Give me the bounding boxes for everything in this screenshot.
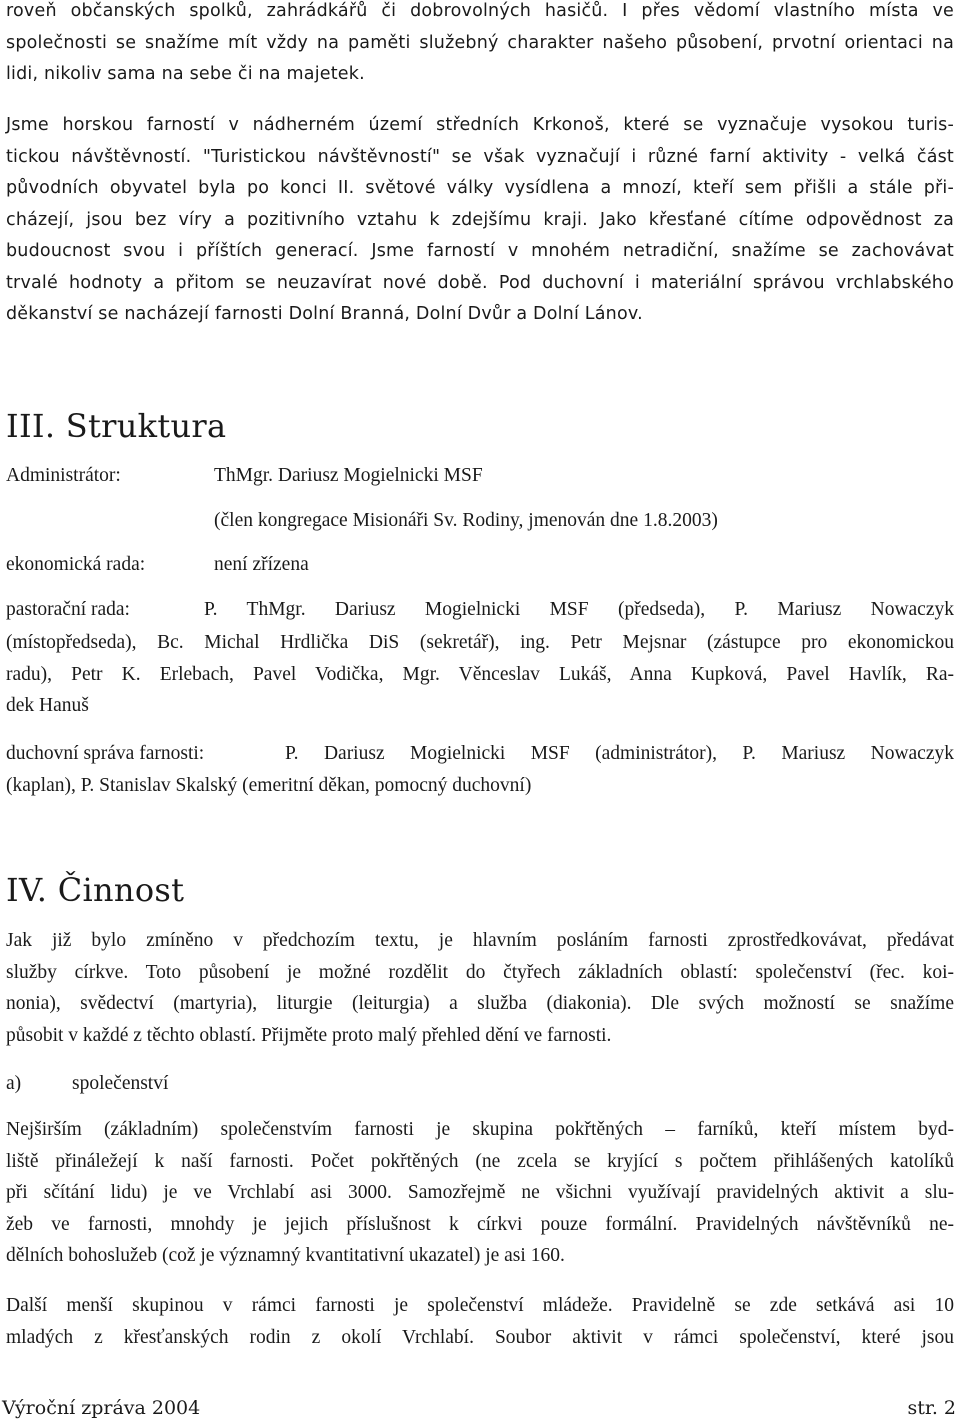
text-line: služby církve. Toto působení je možné rozdělit do čtyřech základních oblastí: společenství (řec. koi- [6, 961, 954, 983]
text-line: trvalé hodnoty a přitom se neuzavírat nové době. Pod duchovní i materiální správou vrchlabského [6, 272, 954, 293]
text-line: lidi, nikoliv sama na sebe či na majetek. [6, 64, 365, 84]
subsection-a-title: společenství [72, 1073, 169, 1094]
admin-value: ThMgr. Dariusz Mogielnicki MSF [214, 465, 483, 486]
pastoral-council-members [6, 627, 954, 722]
text-line: roveň občanských spolků, zahrádkářů či dobrovolných hasičů. I přes vědomí vlastního místa ve [6, 1, 954, 21]
activity-paragraph-2 [6, 1114, 954, 1272]
text-line: děkanství se nacházejí farnosti Dolní Branná, Dolní Dvůr a Dolní Lánov. [6, 304, 643, 324]
text-line: Nejširším (základním) společenstvím farnosti je skupina pokřtěných – farníků, kteří místem byd- [6, 1119, 954, 1140]
text-line: při sčítání lidu) je ve Vrchlabí asi 3000. Samozřejmě ne všichni využívají pravidelných aktivit a slu- [6, 1182, 954, 1203]
section-heading-cinnost: IV. Činnost [6, 871, 185, 909]
activity-paragraph-3 [6, 1290, 954, 1353]
footer-title: Výroční zpráva 2004 [2, 1397, 201, 1419]
pastoral-council-line-1 [204, 594, 954, 626]
text-line: cházejí, jsou bez víry a pozitivního vztahu k zdejšímu kraji. Jako křesťané cítíme odpovědnost za [6, 209, 954, 230]
footer-page-number: str. 2 [907, 1397, 956, 1419]
text-line: radu), Petr K. Erlebach, Pavel Vodička, Mgr. Věnceslav Lukáš, Anna Kupková, Pavel Havlík, Ra- [6, 663, 954, 685]
intro-paragraph-2 [6, 110, 954, 331]
spiritual-admin-label: duchovní správa farnosti: [6, 743, 205, 764]
text-line: společnosti se snažíme mít vždy na paměti služebný charakter našeho působení, prvotní orientaci na [6, 32, 954, 53]
text-line: nonia), svědectví (martyria), liturgie (leiturgia) a služba (diakonia). Dle svých možností se snažíme [6, 993, 954, 1014]
intro-paragraph-1 [6, 0, 954, 91]
econ-council-value: není zřízena [214, 554, 309, 575]
text-line: tickou návštěvností. "Turistickou návštěvností" se však vyznačují i různé farní aktivity - velká část [6, 146, 954, 167]
text-line: Jsme horskou farností v nádherném území středních Krkonoš, které se vyznačuje vysokou turis- [6, 115, 954, 135]
text-line: původních obyvatel byla po konci II. světové války vysídlena a mnozí, kteří sem přišli a stále při- [6, 178, 954, 198]
text-line: liště přináležejí k naší farnosti. Počet pokřtěných (ne zcela se kryjící s počtem přihlášených katolíků [6, 1150, 954, 1172]
econ-council-label: ekonomická rada: [6, 554, 146, 575]
subsection-a-marker: a) [6, 1073, 22, 1094]
text-line: dělních bohoslužeb (což je významný kvantitativní ukazatel) je asi 160. [6, 1245, 565, 1266]
admin-note: (člen kongregace Misionáři Sv. Rodiny, jmenován dne 1.8.2003) [214, 510, 718, 531]
text-line: budoucnost svou i příštích generací. Jsme farností v mnohém netradiční, snažíme se zachovávat [6, 241, 954, 261]
admin-label: Administrátor: [6, 465, 121, 486]
text-line: dek Hanuš [6, 695, 89, 716]
activity-paragraph-1 [6, 925, 954, 1051]
spiritual-admin-line-1 [285, 738, 954, 770]
text-line: Další menší skupinou v rámci farnosti je společenství mládeže. Pravidelně se zde setkává asi 10 [6, 1295, 954, 1316]
text-line: působit v každé z těchto oblastí. Přijměte proto malý přehled dění ve farnosti. [6, 1024, 612, 1046]
text-line: žeb ve farnosti, mnohdy je jejich příslušnost k církvi pouze formální. Pravidelných návštěvníků ne- [6, 1213, 954, 1235]
spiritual-admin-line-2: (kaplan), P. Stanislav Skalský (emeritní děkan, pomocný duchovní) [6, 775, 532, 796]
text-line: (místopředseda), Bc. Michal Hrdlička DiS (sekretář), ing. Petr Mejsnar (zástupce pro ekonomickou [6, 632, 954, 653]
pastoral-council-label: pastorační rada: [6, 599, 130, 620]
text-line: P. Dariusz Mogielnicki MSF (administrátor), P. Mariusz Nowaczyk [285, 743, 954, 764]
section-heading-struktura: III. Struktura [6, 407, 227, 445]
text-line: Jak již bylo zmíněno v předchozím textu, je hlavním posláním farnosti zprostředkovávat, předávat [6, 930, 954, 951]
text-line: P. ThMgr. Dariusz Mogielnicki MSF (předseda), P. Mariusz Nowaczyk [204, 599, 954, 620]
text-line: mladých z křesťanských rodin z okolí Vrchlabí. Soubor aktivit v rámci společenství, které jsou [6, 1326, 954, 1348]
